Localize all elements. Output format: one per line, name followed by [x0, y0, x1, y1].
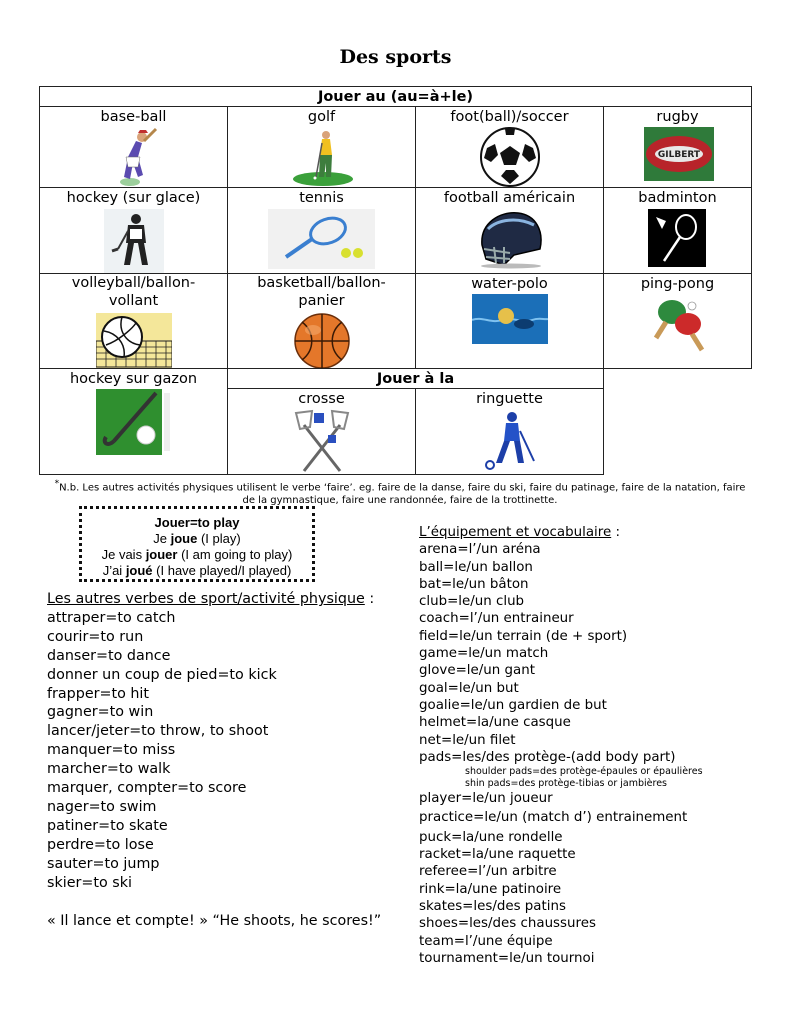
football-helmet-icon — [474, 209, 548, 269]
list-item: player=le/un joueur — [419, 791, 553, 807]
sport-cell: basketball/ballon-panier — [227, 273, 416, 369]
sport-cell: football américain — [415, 187, 604, 274]
list-item: glove=le/un gant — [419, 663, 535, 679]
list-item: racket=la/une raquette — [419, 847, 576, 863]
conjugation-box: Jouer=to play Je joue (I play) Je vais jouer (I am going to play) J’ai joué (I have played/I played) — [79, 506, 315, 582]
sport-cell: water-polo — [415, 273, 604, 369]
sport-cell: rugby GILBERT — [603, 106, 752, 188]
list-item: practice=le/un (match d’) entrainement — [419, 810, 688, 826]
golfer-icon — [288, 127, 358, 187]
list-item: net=le/un filet — [419, 732, 516, 748]
list-item: attraper=to catch — [47, 609, 176, 626]
sport-cell: tennis — [227, 187, 416, 274]
list-item: pads=les/des protège-(add body part) — [419, 749, 676, 765]
sport-cell: ringuette — [415, 388, 604, 475]
list-item: perdre=to lose — [47, 836, 154, 853]
list-item: lancer/jeter=to throw, to shoot — [47, 723, 269, 740]
list-item: goalie=le/un gardien de but — [419, 697, 607, 713]
list-item: puck=la/une rondelle — [419, 829, 563, 845]
list-item: team=l’/une équipe — [419, 933, 553, 949]
sport-cell: ping-pong — [603, 273, 752, 369]
sport-cell: hockey sur gazon — [39, 368, 228, 475]
sport-cell: foot(ball)/soccer — [415, 106, 604, 188]
list-item: skates=les/des patins — [419, 898, 566, 914]
list-item: helmet=la/une casque — [419, 715, 571, 731]
soccer-ball-icon — [479, 126, 541, 188]
vocab-heading: L’équipement et vocabulaire : — [419, 525, 620, 540]
verbs-list — [47, 590, 381, 930]
list-item: frapper=to hit — [47, 685, 150, 702]
sport-cell: base-ball — [39, 106, 228, 188]
sport-cell: golf — [227, 106, 416, 188]
sport-cell: volleyball/ballon-vollant — [39, 273, 228, 369]
baseball-player-icon — [102, 127, 164, 189]
rugby-ball-icon — [644, 127, 714, 181]
sport-cell: hockey (sur glace) — [39, 187, 228, 274]
badminton-icon — [648, 209, 706, 267]
field-hockey-icon — [96, 389, 170, 455]
list-item: patiner=to skate — [47, 817, 168, 834]
svg-text:GILBERT: GILBERT — [657, 150, 701, 160]
list-item: rink=la/une patinoire — [419, 881, 562, 897]
sub-item: shoulder pads=des protège-épaules or épaulières — [465, 766, 703, 778]
sport-cell: badminton — [603, 187, 752, 274]
list-item: shoes=les/des chaussures — [419, 916, 596, 932]
list-item: gagner=to win — [47, 704, 154, 721]
list-item: donner un coup de pied=to kick — [47, 666, 277, 683]
hockey-player-icon — [104, 209, 164, 273]
list-item: club=le/un club — [419, 594, 525, 610]
footnote: *N.b. Les autres activités physiques utilisent le verbe ‘faire’. eg. faire de la danse, faire du ski, faire du patinage, faire de la natation, faire de la gymnastique, faire une randonnée, faire de la trottinette. — [54, 479, 746, 507]
list-item: nager=to swim — [47, 798, 157, 815]
volleyball-icon — [96, 313, 172, 368]
page-title: Des sports — [339, 46, 452, 68]
sports-table — [39, 86, 752, 475]
list-item: manquer=to miss — [47, 742, 176, 759]
ping-pong-icon — [648, 294, 710, 356]
basketball-icon — [293, 312, 351, 370]
list-item: sauter=to jump — [47, 855, 160, 872]
list-item: goal=le/un but — [419, 680, 519, 696]
list-item: game=le/un match — [419, 646, 549, 662]
list-item: marcher=to walk — [47, 761, 171, 778]
list-item: coach=l’/un entraineur — [419, 611, 574, 627]
list-item: ball=le/un ballon — [419, 559, 533, 575]
ringette-player-icon — [482, 409, 538, 471]
vocab-list — [419, 524, 703, 967]
table-header: Jouer au (au=à+le) — [39, 86, 752, 107]
list-item: danser=to dance — [47, 647, 171, 664]
list-item: field=le/un terrain (de + sport) — [419, 628, 628, 644]
water-polo-icon — [472, 294, 548, 344]
table-header: Jouer à la — [227, 368, 604, 389]
lacrosse-sticks-icon — [292, 409, 352, 475]
list-item: arena=l’/un aréna — [419, 542, 541, 558]
list-item: bat=le/un bâton — [419, 576, 529, 592]
sub-item: shin pads=des protège-tibias or jambières — [465, 778, 667, 790]
list-item: referee=l’/un arbitre — [419, 864, 557, 880]
list-item: skier=to ski — [47, 874, 132, 891]
sport-cell: crosse — [227, 388, 416, 475]
list-item: marquer, compter=to score — [47, 780, 247, 797]
list-item: courir=to run — [47, 628, 144, 645]
tennis-racket-icon — [268, 209, 375, 269]
quote: « Il lance et compte! » “He shoots, he scores!” — [47, 912, 382, 929]
list-item: tournament=le/un tournoi — [419, 950, 595, 966]
verbs-heading: Les autres verbes de sport/activité physique : — [47, 591, 375, 607]
